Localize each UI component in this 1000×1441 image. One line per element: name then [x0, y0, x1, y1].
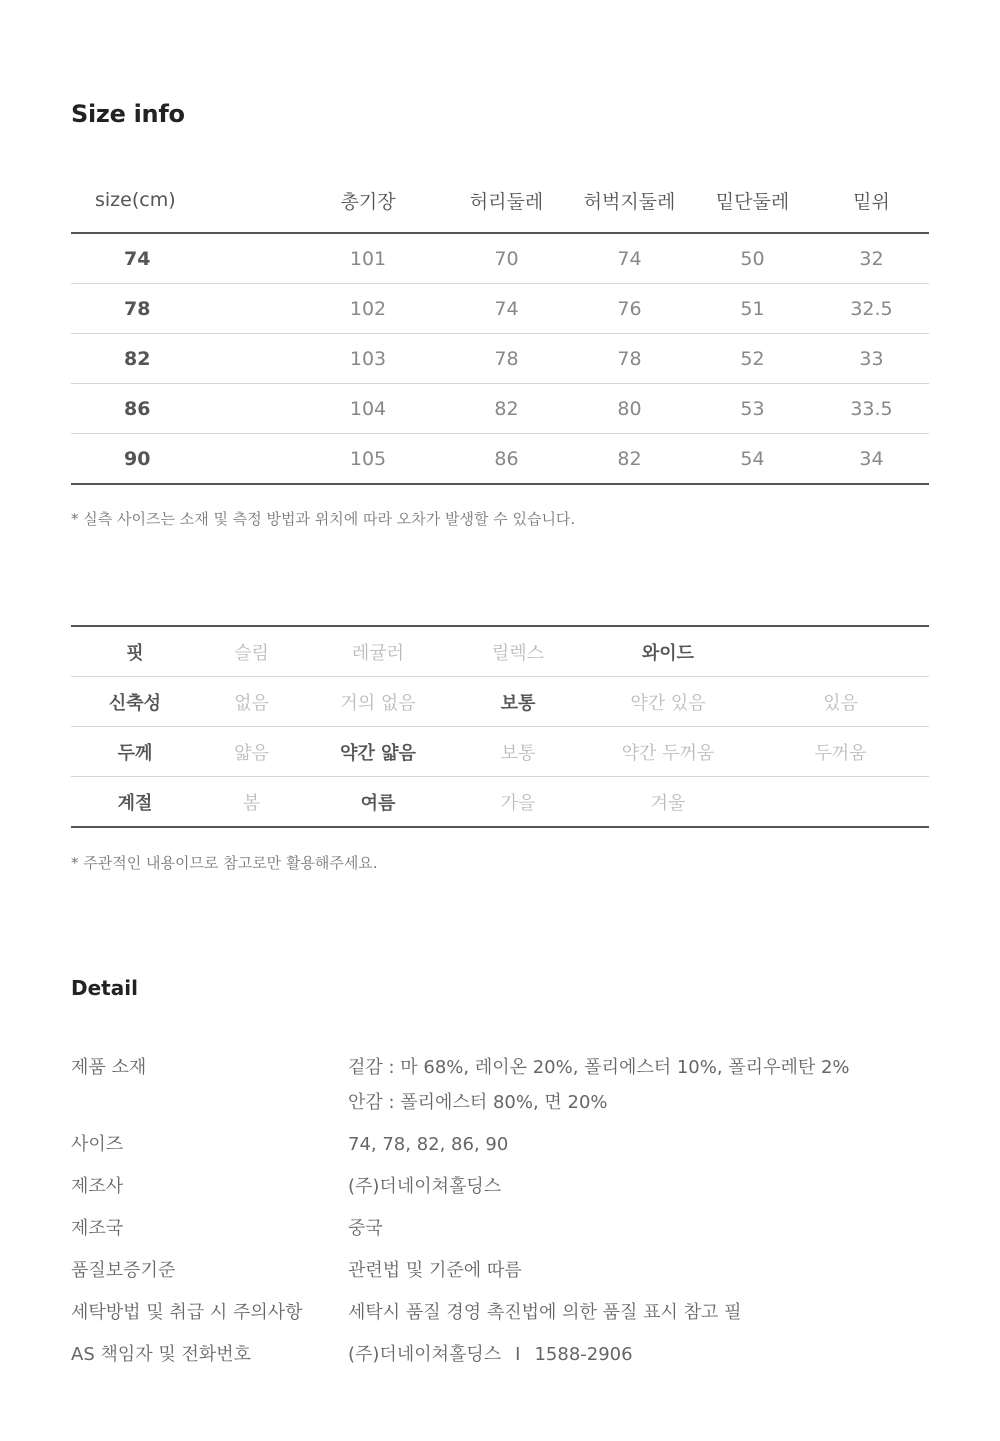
fit-option — [752, 777, 929, 828]
fit-option-selected: 약간 얇음 — [304, 727, 452, 777]
size-header-size: size(cm) — [71, 168, 291, 233]
table-cell: 78 — [445, 334, 568, 384]
table-cell: 86 — [445, 434, 568, 485]
table-cell: 34 — [814, 434, 929, 485]
table-cell: 82 — [568, 434, 691, 485]
fit-option: 보통 — [452, 727, 584, 777]
detail-value-outer: 겉감 : 마 68%, 레이온 20%, 폴리에스터 10%, 폴리우레탄 2% — [348, 1057, 850, 1078]
fit-option: 두꺼움 — [752, 727, 929, 777]
fit-row-thickness — [71, 727, 929, 777]
fit-option: 있음 — [752, 677, 929, 727]
detail-separator: I — [515, 1344, 521, 1365]
detail-row-size — [71, 1132, 929, 1157]
detail-row-washing — [71, 1300, 929, 1325]
fit-option-selected: 와이드 — [584, 626, 752, 677]
table-cell: 32 — [814, 233, 929, 284]
detail-value — [348, 1342, 633, 1367]
detail-value-company: (주)더네이쳐홀딩스 — [348, 1344, 502, 1365]
table-row — [71, 334, 929, 384]
table-cell: 51 — [691, 284, 814, 334]
size-header-waist: 허리둘레 — [445, 168, 568, 233]
size-table-header — [71, 168, 929, 233]
fit-option: 약간 두꺼움 — [584, 727, 752, 777]
table-cell: 50 — [691, 233, 814, 284]
table-row — [71, 233, 929, 284]
detail-value-lining: 안감 : 폴리에스터 80%, 면 20% — [348, 1092, 608, 1113]
fit-option: 없음 — [199, 677, 304, 727]
fit-option-selected: 여름 — [304, 777, 452, 828]
table-cell: 76 — [568, 284, 691, 334]
fit-option — [752, 626, 929, 677]
fit-option: 가을 — [452, 777, 584, 828]
detail-label: 제품 소재 — [71, 1057, 147, 1078]
size-cell: 90 — [71, 434, 291, 485]
detail-value — [348, 1055, 850, 1115]
size-header-thigh: 허벅지둘레 — [568, 168, 691, 233]
size-header-rise: 밑위 — [814, 168, 929, 233]
fit-note: * 주관적인 내용이므로 참고로만 활용해주세요. — [71, 854, 378, 872]
table-cell: 80 — [568, 384, 691, 434]
detail-row-country — [71, 1216, 929, 1241]
table-row — [71, 384, 929, 434]
table-cell: 33 — [814, 334, 929, 384]
fit-option: 얇음 — [199, 727, 304, 777]
table-row — [71, 434, 929, 485]
fit-row-stretch — [71, 677, 929, 727]
table-cell: 102 — [291, 284, 445, 334]
detail-value: 중국 — [348, 1218, 383, 1239]
detail-label: AS 책임자 및 전화번호 — [71, 1344, 252, 1365]
detail-value: 세탁시 품질 경영 촉진법에 의한 품질 표시 참고 필 — [348, 1302, 742, 1323]
detail-value: (주)더네이쳐홀딩스 — [348, 1176, 502, 1197]
table-cell: 53 — [691, 384, 814, 434]
detail-row-as — [71, 1342, 929, 1367]
fit-option: 겨울 — [584, 777, 752, 828]
size-cell: 78 — [71, 284, 291, 334]
size-cell: 86 — [71, 384, 291, 434]
detail-label: 사이즈 — [71, 1134, 124, 1155]
detail-label: 품질보증기준 — [71, 1260, 176, 1281]
detail-label: 제조국 — [71, 1218, 124, 1239]
detail-value: 74, 78, 82, 86, 90 — [348, 1134, 509, 1155]
detail-value: 관련법 및 기준에 따름 — [348, 1260, 522, 1281]
fit-option: 거의 없음 — [304, 677, 452, 727]
table-cell: 52 — [691, 334, 814, 384]
detail-row-manufacturer — [71, 1174, 929, 1199]
fit-label: 핏 — [71, 626, 199, 677]
size-info-title: Size info — [71, 100, 185, 128]
fit-table — [71, 625, 929, 828]
table-cell: 74 — [568, 233, 691, 284]
table-cell: 105 — [291, 434, 445, 485]
table-cell: 78 — [568, 334, 691, 384]
table-cell: 33.5 — [814, 384, 929, 434]
detail-title: Detail — [71, 976, 138, 1000]
fit-label: 신축성 — [71, 677, 199, 727]
detail-label: 세탁방법 및 취급 시 주의사항 — [71, 1302, 303, 1323]
fit-option: 약간 있음 — [584, 677, 752, 727]
size-note: * 실측 사이즈는 소재 및 측정 방법과 위치에 따라 오차가 발생할 수 있습니다. — [71, 510, 576, 528]
fit-row-fit — [71, 626, 929, 677]
fit-label: 두께 — [71, 727, 199, 777]
size-header-hem: 밑단둘레 — [691, 168, 814, 233]
table-cell: 103 — [291, 334, 445, 384]
detail-label: 제조사 — [71, 1176, 124, 1197]
table-cell: 82 — [445, 384, 568, 434]
table-cell: 70 — [445, 233, 568, 284]
table-cell: 54 — [691, 434, 814, 485]
fit-label: 계절 — [71, 777, 199, 828]
fit-row-season — [71, 777, 929, 828]
fit-option: 릴렉스 — [452, 626, 584, 677]
size-table — [71, 168, 929, 485]
detail-row-material — [71, 1055, 929, 1115]
fit-option: 슬림 — [199, 626, 304, 677]
table-cell: 74 — [445, 284, 568, 334]
detail-list — [71, 1055, 929, 1384]
detail-value-phone: 1588-2906 — [534, 1344, 633, 1365]
fit-option: 봄 — [199, 777, 304, 828]
table-cell: 101 — [291, 233, 445, 284]
table-cell: 32.5 — [814, 284, 929, 334]
fit-option: 레귤러 — [304, 626, 452, 677]
detail-row-quality — [71, 1258, 929, 1283]
size-header-total-length: 총기장 — [291, 168, 445, 233]
table-cell: 104 — [291, 384, 445, 434]
size-cell: 82 — [71, 334, 291, 384]
table-row — [71, 284, 929, 334]
size-cell: 74 — [71, 233, 291, 284]
fit-option-selected: 보통 — [452, 677, 584, 727]
